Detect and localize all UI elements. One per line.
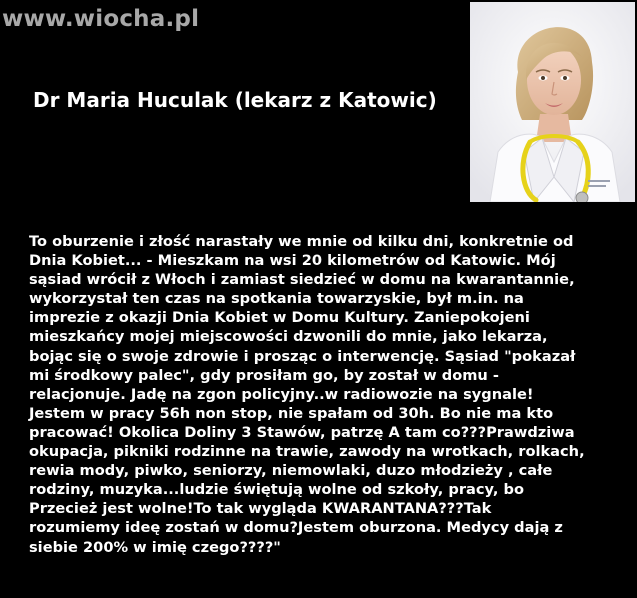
quote-line: imprezie z okazji Dnia Kobiet w Domu Kultury. Zaniepokojeni xyxy=(29,309,530,327)
portrait-illustration xyxy=(470,2,635,202)
page-title: Dr Maria Huculak (lekarz z Katowic) xyxy=(33,88,437,112)
quote-line: relacjonuje. Jadę na zgon policyjny..w radiowozie na sygnale! xyxy=(29,385,534,403)
quote-line: Dnia Kobiet... - Mieszkam na wsi 20 kilometrów od Katowic. Mój xyxy=(29,252,556,270)
site-watermark: www.wiocha.pl xyxy=(2,6,200,32)
quote-line: Jestem w pracy 56h non stop, nie spałam od 30h. Bo nie ma kto xyxy=(29,404,554,422)
quote-line: rodziny, muzyka...ludzie świętują wolne od szkoły, pracy, bo xyxy=(29,481,525,499)
quote-line: pracować! Okolica Doliny 3 Stawów, patrzę A tam co???Prawdziwa xyxy=(29,423,575,441)
quote-line: mieszkańcy mojej miejscowości dzwonili do mnie, jako lekarza, xyxy=(29,328,548,346)
quote-line: okupacja, pikniki rodzinne na trawie, zawody na wrotkach, rolkach, xyxy=(29,443,585,461)
quote-line: Przecież jest wolne!To tak wygląda KWARANTANA???Tak xyxy=(29,500,492,518)
quote-line: bojąc się o swoje zdrowie i prosząc o interwencję. Sąsiad "pokazał xyxy=(29,347,576,365)
quote-line: mi środkowy palec", gdy prosiłam go, by został w domu - xyxy=(29,366,499,384)
quote-line: siebie 200% w imię czego????" xyxy=(29,538,281,556)
quote-line: sąsiad wrócił z Włoch i zamiast siedzieć w domu na kwarantannie, xyxy=(29,271,575,289)
quote-text xyxy=(29,232,629,557)
quote-line: To oburzenie i złość narastały we mnie od kilku dni, konkretnie od xyxy=(29,233,574,250)
quote-line: rewia mody, piwko, seniorzy, niemowlaki, duzo młodzieży , całe xyxy=(29,462,553,480)
quote-line: rozumiemy ideę zostań w domu?Jestem oburzona. Medycy dają z xyxy=(29,519,563,537)
quote-line: wykorzystał ten czas na spotkania towarzyskie, był m.in. na xyxy=(29,290,524,308)
doctor-photo xyxy=(470,2,635,202)
